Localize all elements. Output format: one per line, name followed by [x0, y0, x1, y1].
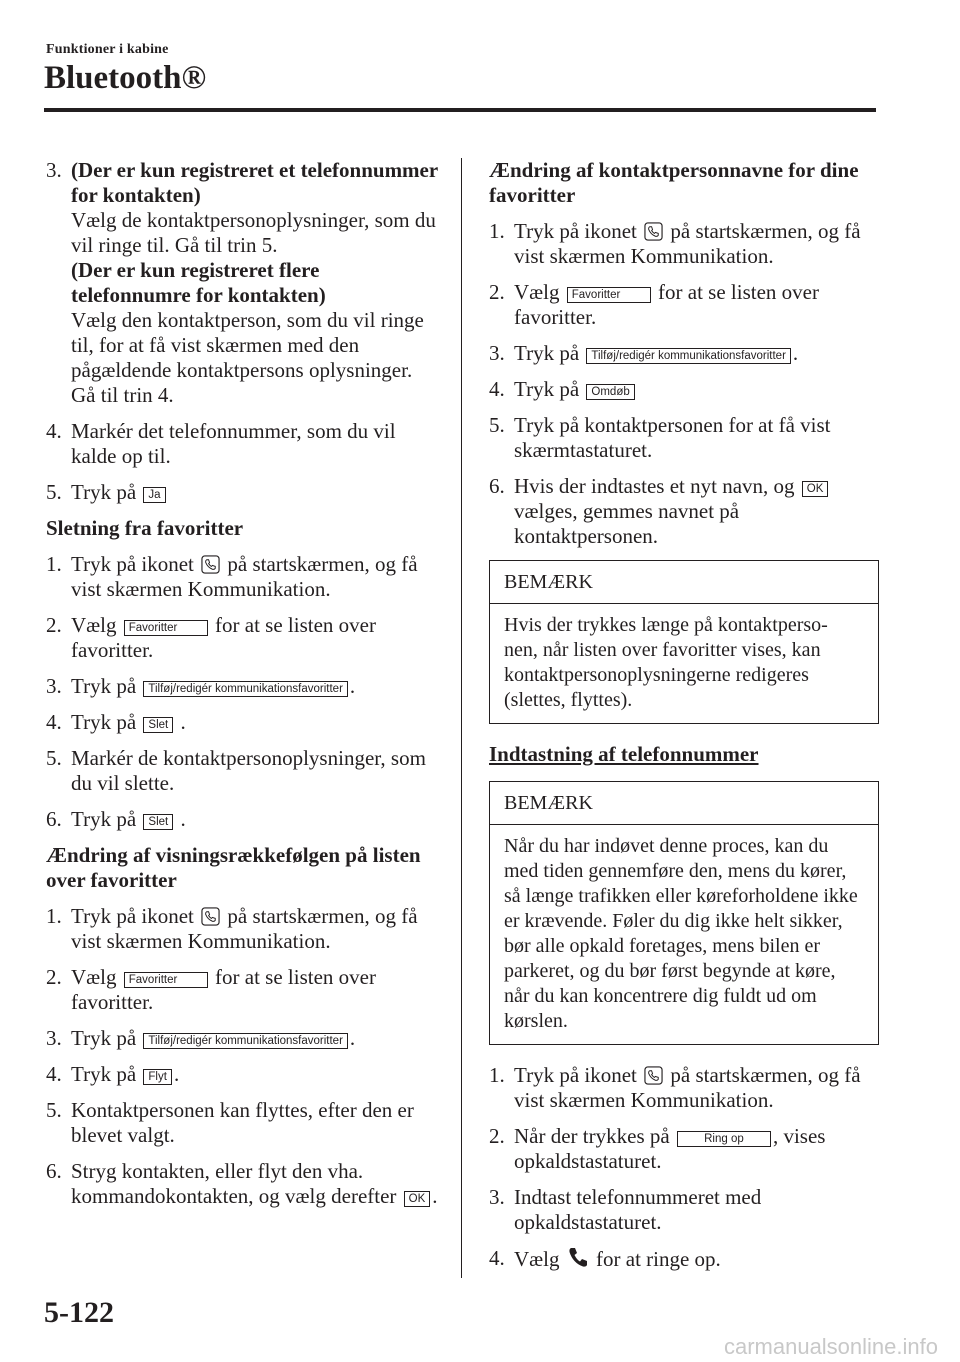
order-step-5: [46, 1098, 438, 1148]
step-text: for at se listen over favoritter.: [514, 280, 819, 329]
section-heading-delete: Sletning fra favoritter: [46, 516, 244, 540]
phone-icon: [201, 907, 220, 926]
phone-step-4: [489, 1246, 879, 1272]
step-text: Tryk på ikonet: [514, 219, 637, 243]
step-text: på startskærmen, og få vist skærmen Kommunikation.: [71, 552, 418, 601]
call-icon: [567, 1246, 589, 1268]
step-number: 6.: [46, 1159, 62, 1183]
step-text: på startskærmen, og få vist skærmen Kommunikation.: [71, 904, 418, 953]
phone-icon: [644, 222, 663, 241]
phone-step-1: [489, 1063, 879, 1113]
rename-step-1: [489, 219, 879, 269]
favoritter-button: Favoritter: [124, 620, 208, 636]
add-edit-favorites-button: Tilføj/redigér kommunikationsfavoritter: [143, 681, 348, 697]
step-number: 4.: [489, 377, 505, 401]
phone-step-3: [489, 1185, 879, 1235]
slet-button: Slet: [143, 814, 173, 830]
step-text: .: [432, 1184, 438, 1208]
step-text: .: [180, 807, 186, 831]
step-number: 2.: [46, 613, 62, 637]
order-step-6: [46, 1159, 438, 1209]
step-text: Tryk på: [71, 1026, 137, 1050]
ok-button: OK: [802, 481, 829, 497]
step-text: for at se listen over favoritter.: [71, 613, 376, 662]
delete-step-1: [46, 552, 438, 602]
order-step-4: [46, 1062, 438, 1087]
rename-step-4: [489, 377, 879, 402]
rename-step-2: [489, 280, 879, 330]
step-text: .: [180, 710, 186, 734]
step-number: 1.: [489, 219, 505, 243]
step-number: 5.: [46, 746, 62, 770]
step-number: 3.: [489, 341, 505, 365]
step-number: 3.: [489, 1185, 505, 1209]
step-text: Indtast telefonnummeret med opkaldstastaturet.: [514, 1185, 762, 1234]
section-heading-order: Ændring af visningsrækkefølgen på listen over favoritter: [46, 843, 421, 892]
step-text: Tryk på ikonet: [514, 1063, 637, 1087]
step-text: Stryg kontakten, eller flyt den vha. kommandokontakten, og vælg derefter: [71, 1159, 397, 1208]
step-text: Tryk på: [514, 341, 580, 365]
step-text: Hvis der indtastes et nyt navn, og: [514, 474, 795, 498]
phone-icon: [201, 555, 220, 574]
step-text: .: [173, 1062, 180, 1086]
step-number: 2.: [489, 280, 505, 304]
step-number: 5.: [46, 1098, 62, 1122]
delete-step-6: [46, 807, 438, 832]
note-title: BEMÆRK: [490, 561, 878, 604]
add-edit-favorites-button: Tilføj/redigér kommunikationsfavoritter: [586, 348, 791, 364]
step-text: for at ringe op.: [596, 1247, 721, 1271]
add-edit-favorites-button: Tilføj/redigér kommunikationsfavoritter: [143, 1033, 348, 1049]
step-number: 4.: [46, 710, 62, 734]
note-title: BEMÆRK: [490, 782, 878, 825]
step-text: Tryk på: [71, 710, 137, 734]
section-label: Funktioner i kabine: [46, 42, 169, 57]
step-text: Når der trykkes på: [514, 1124, 670, 1148]
step-text: Tryk på kontaktpersonen for at få vist skærmtastaturet.: [514, 413, 831, 462]
delete-step-2: [46, 613, 438, 663]
step-text: Vælg: [71, 613, 117, 637]
step-number: 4.: [46, 419, 62, 443]
step-text: Vælg: [514, 280, 560, 304]
step-text: Tryk på: [514, 377, 580, 401]
left-column: [46, 158, 438, 1220]
step-text: vælges, gemmes navnet på kontaktpersonen.: [514, 499, 740, 548]
step-text: Tryk på: [71, 674, 137, 698]
ja-button: Ja: [143, 487, 165, 503]
step-text: Markér de kontaktpersonoplysninger, som du vil slette.: [71, 746, 426, 795]
phone-icon: [644, 1066, 663, 1085]
favoritter-button: Favoritter: [124, 972, 208, 988]
step-text: Tryk på: [71, 1062, 137, 1086]
rename-step-6: [489, 474, 879, 549]
step-text: Markér det telefonnummer, som du vil kalde op til.: [71, 419, 396, 468]
step-text: Vælg den kontaktperson, som du vil ringe til, for at få vist skærmen med den pågældende kontaktpersons oplysninger. Gå til trin 4.: [71, 308, 424, 407]
step-number: 1.: [489, 1063, 505, 1087]
step-number: 3.: [46, 674, 62, 698]
step-text: .: [349, 1026, 356, 1050]
step-number: 6.: [489, 474, 505, 498]
step-text: Tryk på ikonet: [71, 552, 194, 576]
header-rule: [44, 108, 876, 112]
flyt-button: Flyt: [143, 1069, 172, 1085]
column-divider: [461, 158, 462, 1278]
rename-step-5: [489, 413, 879, 463]
step-number: 5.: [489, 413, 505, 437]
phone-step-2: [489, 1124, 879, 1174]
step-text: på startskærmen, og få vist skærmen Kommunikation.: [514, 1063, 861, 1112]
step-text: , vises opkaldstastaturet.: [514, 1124, 826, 1173]
page-number: 5-122: [44, 1296, 114, 1329]
step-number: 2.: [46, 965, 62, 989]
step-text: Vælg: [514, 1247, 560, 1271]
ring-op-button: Ring op: [677, 1131, 771, 1147]
step-number: 2.: [489, 1124, 505, 1148]
step-text: Vælg de kontaktpersonoplysninger, som du vil ringe til. Gå til trin 5.: [71, 208, 436, 257]
favoritter-button: Favoritter: [567, 287, 651, 303]
slet-button: Slet: [143, 717, 173, 733]
step-number: 4.: [46, 1062, 62, 1086]
step-text: Kontaktpersonen kan flyttes, efter den er blevet valgt.: [71, 1098, 414, 1147]
step-text: Vælg: [71, 965, 117, 989]
watermark: carmanualsonline.info: [723, 1334, 938, 1359]
right-column: [489, 158, 879, 1283]
rename-step-3: [489, 341, 879, 366]
step-text: .: [349, 674, 356, 698]
section-heading-rename: Ændring af kontaktpersonnavne for dine favoritter: [489, 158, 859, 207]
delete-step-3: [46, 674, 438, 699]
step-number: 6.: [46, 807, 62, 831]
step-number: 3.: [46, 1026, 62, 1050]
ok-button: OK: [404, 1191, 431, 1207]
step-text: .: [792, 341, 799, 365]
step-text: Tryk på: [71, 480, 137, 504]
step-number: 1.: [46, 552, 62, 576]
step-4: [46, 419, 438, 469]
note-box: [489, 560, 879, 724]
delete-step-4: [46, 710, 438, 735]
step-text: på startskærmen, og få vist skærmen Kommunikation.: [514, 219, 861, 268]
step-condition: (Der er kun registreret et telefonnummer for kontakten): [71, 158, 438, 207]
omdob-button: Omdøb: [586, 384, 634, 400]
step-number: 5.: [46, 480, 62, 504]
step-condition: (Der er kun registreret flere telefonnumre for kontakten): [71, 258, 326, 307]
delete-step-5: [46, 746, 438, 796]
page-title: Bluetooth®: [44, 60, 207, 96]
step-3: [46, 158, 438, 408]
order-step-1: [46, 904, 438, 954]
note-body: Når du har indøvet denne proces, kan du med tiden gennemføre den, mens du kører, så længe trafikken eller køreforholdene ikke er krævende. Føler du dig ikke helt sikker, bør alle opkald foretages, mens bilen er parkeret, og du bør først begynde at køre, når du kan koncentrere dig fuldt ud om kørslen.: [504, 835, 858, 1032]
step-number: 3.: [46, 158, 62, 182]
step-5: [46, 480, 438, 505]
step-number: 4.: [489, 1246, 505, 1270]
step-text: for at se listen over favoritter.: [71, 965, 376, 1014]
order-step-2: [46, 965, 438, 1015]
note-box: [489, 781, 879, 1045]
step-text: Tryk på ikonet: [71, 904, 194, 928]
order-step-3: [46, 1026, 438, 1051]
step-text: Tryk på: [71, 807, 137, 831]
section-heading-phone-number: Indtastning af telefonnummer: [489, 742, 759, 766]
note-body: Hvis der trykkes længe på kontaktperso- nen, når listen over favoritter vises, kan kontaktpersonoplysningerne redigeres (slettes, flyttes).: [504, 614, 828, 711]
step-number: 1.: [46, 904, 62, 928]
